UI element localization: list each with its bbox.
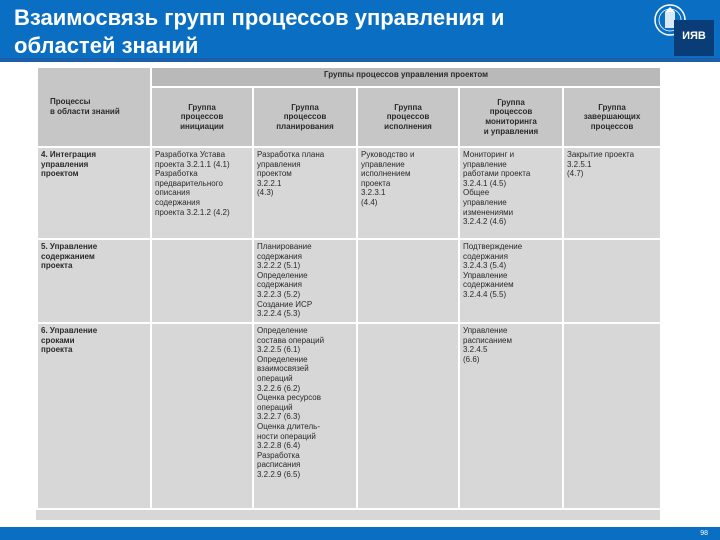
knowledge-area-line: проекта [41, 261, 73, 271]
process-cell [151, 323, 253, 509]
process-line: взаимосвязей [257, 364, 309, 374]
process-line: содержания [257, 251, 302, 261]
process-line: 3.2.2.7 (6.3) [257, 412, 301, 422]
table-row [37, 323, 661, 509]
process-line: 3.2.4.4 (5.5) [463, 289, 507, 299]
knowledge-area-line: управления [41, 159, 89, 169]
process-cell [357, 239, 459, 323]
knowledge-area-line: 6. Управление [41, 326, 98, 335]
knowledge-area-label [37, 323, 151, 509]
column-header-line: инициации [180, 121, 224, 131]
process-line: Мониторинг и [463, 150, 515, 159]
process-cell [459, 323, 563, 509]
knowledge-area-line: 4. Интеграция [41, 150, 97, 159]
process-grid [36, 66, 662, 510]
column-header-3 [357, 87, 459, 147]
process-line: 3.2.4.1 (4.5) [463, 178, 507, 188]
process-line: 3.2.4.2 (4.6) [463, 217, 507, 227]
process-line: управление [463, 159, 507, 169]
process-line: проектом [257, 169, 292, 179]
process-line: Определение [257, 326, 308, 335]
process-line: управления [257, 159, 301, 169]
corner-line: Процессы [50, 97, 91, 107]
column-header-line: исполнения [384, 121, 432, 131]
process-cell [253, 239, 357, 323]
process-line: (6.6) [463, 354, 480, 364]
process-groups-header: Группы процессов управления проектом [151, 67, 661, 87]
process-line: Планирование [257, 242, 312, 251]
page-number: 98 [700, 530, 708, 537]
process-line: проекта 3.2.1.2 (4.2) [155, 207, 230, 217]
column-header-line: Группа [497, 97, 525, 107]
process-line: ности операций [257, 431, 316, 441]
slide-title-line-1: Взаимосвязь групп процессов управления и [14, 5, 505, 30]
slide-footer [0, 527, 720, 540]
process-cell [563, 147, 661, 239]
knowledge-area-line: сроками [41, 335, 75, 345]
process-line: Разработка Устава [155, 150, 226, 159]
process-line: расписания [257, 460, 301, 470]
process-line: 3.2.4.3 (5.4) [463, 261, 507, 271]
column-header-line: процессов [386, 112, 430, 122]
process-line: содержания [257, 280, 302, 290]
process-line: состава операций [257, 335, 325, 345]
process-line: (4.7) [567, 169, 584, 179]
knowledge-area-line: проектом [41, 169, 79, 179]
knowledge-area-line: проекта [41, 345, 73, 355]
slide-title-line-2: областей знаний [14, 33, 199, 58]
university-logo [652, 0, 714, 56]
column-header-line: Группа [291, 102, 319, 112]
process-cell [253, 323, 357, 509]
process-line: 3.2.2.1 [257, 178, 282, 188]
process-line: Общее [463, 188, 490, 198]
process-line: 3.2.3.1 [361, 188, 386, 198]
process-line: расписанием [463, 335, 512, 345]
process-line: Определение [257, 270, 308, 280]
process-line: проекта 3.2.1.1 (4.1) [155, 159, 230, 169]
column-header-line: мониторинга [485, 117, 537, 126]
process-cell [151, 147, 253, 239]
process-line: Определение [257, 354, 308, 364]
column-header-line: процессов [283, 112, 327, 122]
column-header-line: Группа [188, 102, 216, 112]
column-header-4 [459, 87, 563, 147]
column-header-1 [151, 87, 253, 147]
table-corner-cell [37, 67, 151, 147]
process-cell [563, 323, 661, 509]
process-line: (4.4) [361, 197, 378, 207]
process-cell [357, 147, 459, 239]
process-line: проекта [361, 178, 391, 188]
process-line: 3.2.2.9 (6.5) [257, 469, 301, 479]
process-line: работами проекта [463, 169, 531, 179]
process-line: 3.2.2.6 (6.2) [257, 383, 301, 393]
knowledge-area-label [37, 147, 151, 239]
slide-title [14, 4, 634, 60]
process-line: операций [257, 402, 293, 412]
process-line: содержания [155, 197, 200, 207]
process-line: Разработка плана [257, 150, 325, 159]
column-header-line: процессов [180, 112, 224, 122]
table-row [37, 147, 661, 239]
process-line: изменениями [463, 207, 514, 217]
process-line: Закрытие проекта [567, 150, 635, 159]
process-line: (4.3) [257, 188, 274, 198]
process-line: 3.2.2.2 (5.1) [257, 261, 301, 271]
process-line: 3.2.2.5 (6.1) [257, 345, 301, 355]
emblem-icon [652, 0, 714, 56]
column-header-2 [253, 87, 357, 147]
process-line: исполнением [361, 169, 411, 179]
process-line: Оценка ресурсов [257, 393, 321, 403]
process-line: 3.2.2.4 (5.3) [257, 309, 301, 319]
process-line: Оценка длитель- [257, 421, 320, 431]
knowledge-area-line: 5. Управление [41, 242, 98, 251]
column-header-line: планирования [276, 121, 334, 131]
process-line: Разработка [257, 450, 300, 460]
column-header-line: и управления [483, 126, 539, 136]
process-cell [563, 239, 661, 323]
process-line: управление [463, 197, 507, 207]
column-header-line: Группа [598, 102, 626, 112]
process-line: содержания [463, 251, 508, 261]
column-header-line: процессов [489, 107, 533, 117]
process-line: содержанием [463, 280, 514, 290]
process-line: 3.2.4.5 [463, 345, 488, 355]
corner-line: в области знаний [50, 107, 120, 116]
logo-label: ИЯВ [682, 30, 706, 42]
process-line: Управление [463, 270, 508, 280]
process-cell [253, 147, 357, 239]
column-header-5 [563, 87, 661, 147]
process-cell [357, 323, 459, 509]
process-line: описания [155, 188, 190, 198]
column-header-line: процессов [590, 121, 634, 131]
process-cell [151, 239, 253, 323]
process-line: управление [361, 159, 405, 169]
process-line: операций [257, 373, 293, 383]
knowledge-area-line: содержанием [41, 251, 95, 261]
process-cell [459, 147, 563, 239]
knowledge-area-label [37, 239, 151, 323]
process-line: Руководство и [361, 150, 415, 159]
process-cell [459, 239, 563, 323]
process-table [36, 66, 660, 520]
process-line: Управление [463, 326, 508, 335]
column-header-line: Группа [394, 102, 422, 112]
process-line: 3.2.2.8 (6.4) [257, 441, 301, 451]
table-row [37, 239, 661, 323]
process-line: Разработка [155, 169, 198, 179]
column-header-line: завершающих [583, 112, 641, 122]
process-line: 3.2.5.1 [567, 159, 592, 169]
process-line: Подтверждение [463, 242, 523, 251]
process-line: предварительного [155, 178, 223, 188]
process-line: Создание ИСР [257, 299, 313, 309]
process-line: 3.2.2.3 (5.2) [257, 289, 301, 299]
